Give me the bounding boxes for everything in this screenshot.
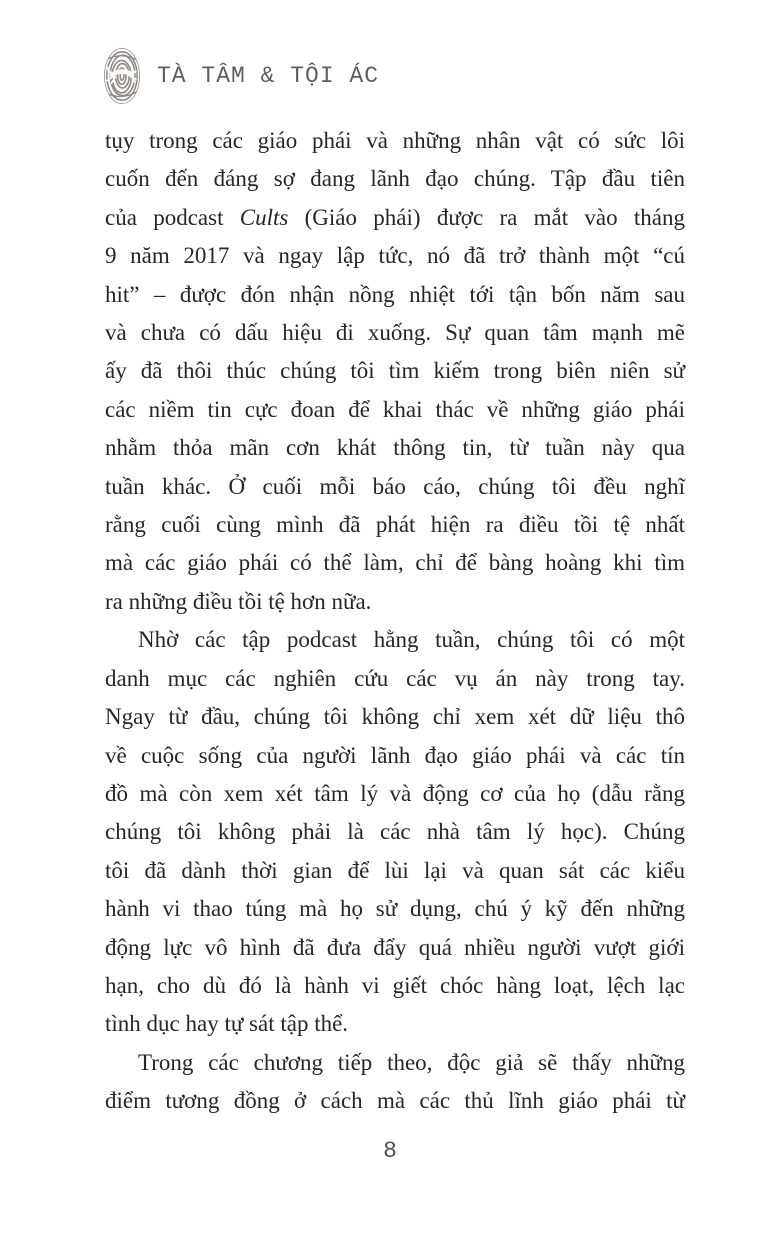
text-segment: Trong các chương tiếp theo, độc giả sẽ thấy những [138, 1049, 685, 1075]
text-segment: cuốn đến đáng sợ đang lãnh đạo chúng. Tập đầu tiên [105, 166, 685, 192]
text-line [105, 352, 685, 390]
text-line [105, 1082, 685, 1120]
text-line [105, 237, 685, 275]
text-segment: của podcast [105, 204, 240, 230]
paragraph [105, 621, 685, 1043]
text-segment: Ngay từ đầu, chúng tôi không chỉ xem xét dữ liệu thô [105, 704, 685, 730]
text-line [105, 929, 685, 967]
text-segment: Nhờ các tập podcast hằng tuần, chúng tôi có một [138, 627, 685, 653]
fingerprint-icon [104, 48, 140, 104]
text-line [105, 429, 685, 467]
text-segment: (Giáo phái) được ra mắt vào tháng [288, 204, 685, 230]
text-line [105, 199, 685, 237]
text-segment: điểm tương đồng ở cách mà các thủ lĩnh giáo phái từ [105, 1088, 685, 1114]
text-segment: chúng tôi không phải là các nhà tâm lý học). Chúng [105, 819, 685, 845]
text-segment: nhằm thỏa mãn cơn khát thông tin, từ tuần này qua [105, 435, 685, 461]
text-line [105, 621, 685, 659]
text-segment: rằng cuối cùng mình đã phát hiện ra điều tồi tệ nhất [105, 512, 685, 538]
text-segment: tụy trong các giáo phái và những nhân vật có sức lôi [105, 128, 685, 153]
paragraph [105, 122, 685, 621]
text-segment: mà các giáo phái có thể làm, chỉ để bàng hoàng khi tìm [105, 550, 685, 576]
text-segment: ra những điều tồi tệ hơn nữa. [105, 588, 372, 614]
text-segment: và chưa có dấu hiệu đi xuống. Sự quan tâm mạnh mẽ [105, 320, 685, 346]
book-title: TÀ TÂM & TỘI ÁC [157, 63, 380, 89]
text-segment: 9 năm 2017 và ngay lập tức, nó đã trở thành một “cú [105, 243, 685, 269]
fingerprint-deer-icon [103, 47, 141, 105]
text-line [105, 391, 685, 429]
text-line [105, 967, 685, 1005]
text-line [105, 122, 685, 160]
text-segment: danh mục các nghiên cứu các vụ án này trong tay. [105, 665, 685, 691]
text-segment: động lực vô hình đã đưa đẩy quá nhiều người vượt giới [105, 934, 685, 960]
page-body [105, 122, 685, 1121]
text-segment: Cults [239, 204, 289, 230]
text-line [105, 544, 685, 582]
text-line [105, 698, 685, 736]
text-line [105, 276, 685, 314]
text-line [105, 852, 685, 890]
text-line [105, 468, 685, 506]
text-segment: đồ mà còn xem xét tâm lý và động cơ của họ (dẫu rằng [105, 780, 685, 806]
text-segment: hành vi thao túng mà họ sử dụng, chú ý kỹ đến những [105, 896, 685, 922]
text-line [105, 813, 685, 851]
text-line [105, 160, 685, 198]
text-line [105, 737, 685, 775]
text-segment: ấy đã thôi thúc chúng tôi tìm kiếm trong biên niên sử [105, 358, 685, 384]
text-segment: tôi đã dành thời gian để lùi lại và quan sát các kiểu [105, 857, 685, 883]
text-segment: hit” – được đón nhận nồng nhiệt tới tận bốn năm sau [105, 281, 685, 307]
text-segment: về cuộc sống của người lãnh đạo giáo phái và các tín [105, 742, 685, 768]
text-segment: các niềm tin cực đoan để khai thác về những giáo phái [105, 396, 685, 422]
text-line [105, 890, 685, 928]
text-segment: tuần khác. Ở cuối mỗi báo cáo, chúng tôi đều nghĩ [105, 473, 685, 499]
page-footer [0, 1138, 780, 1164]
text-line [105, 1005, 685, 1043]
text-segment: tình dục hay tự sát tập thể. [105, 1011, 349, 1037]
text-line [105, 660, 685, 698]
text-line [105, 583, 685, 621]
text-segment: hạn, cho dù đó là hành vi giết chóc hàng loạt, lệch lạc [105, 972, 685, 998]
text-line [105, 314, 685, 352]
text-line [105, 1044, 685, 1082]
text-line [105, 775, 685, 813]
text-line [105, 506, 685, 544]
book-header [103, 47, 379, 105]
paragraph [105, 1044, 685, 1121]
page-number: 8 [383, 1138, 397, 1164]
